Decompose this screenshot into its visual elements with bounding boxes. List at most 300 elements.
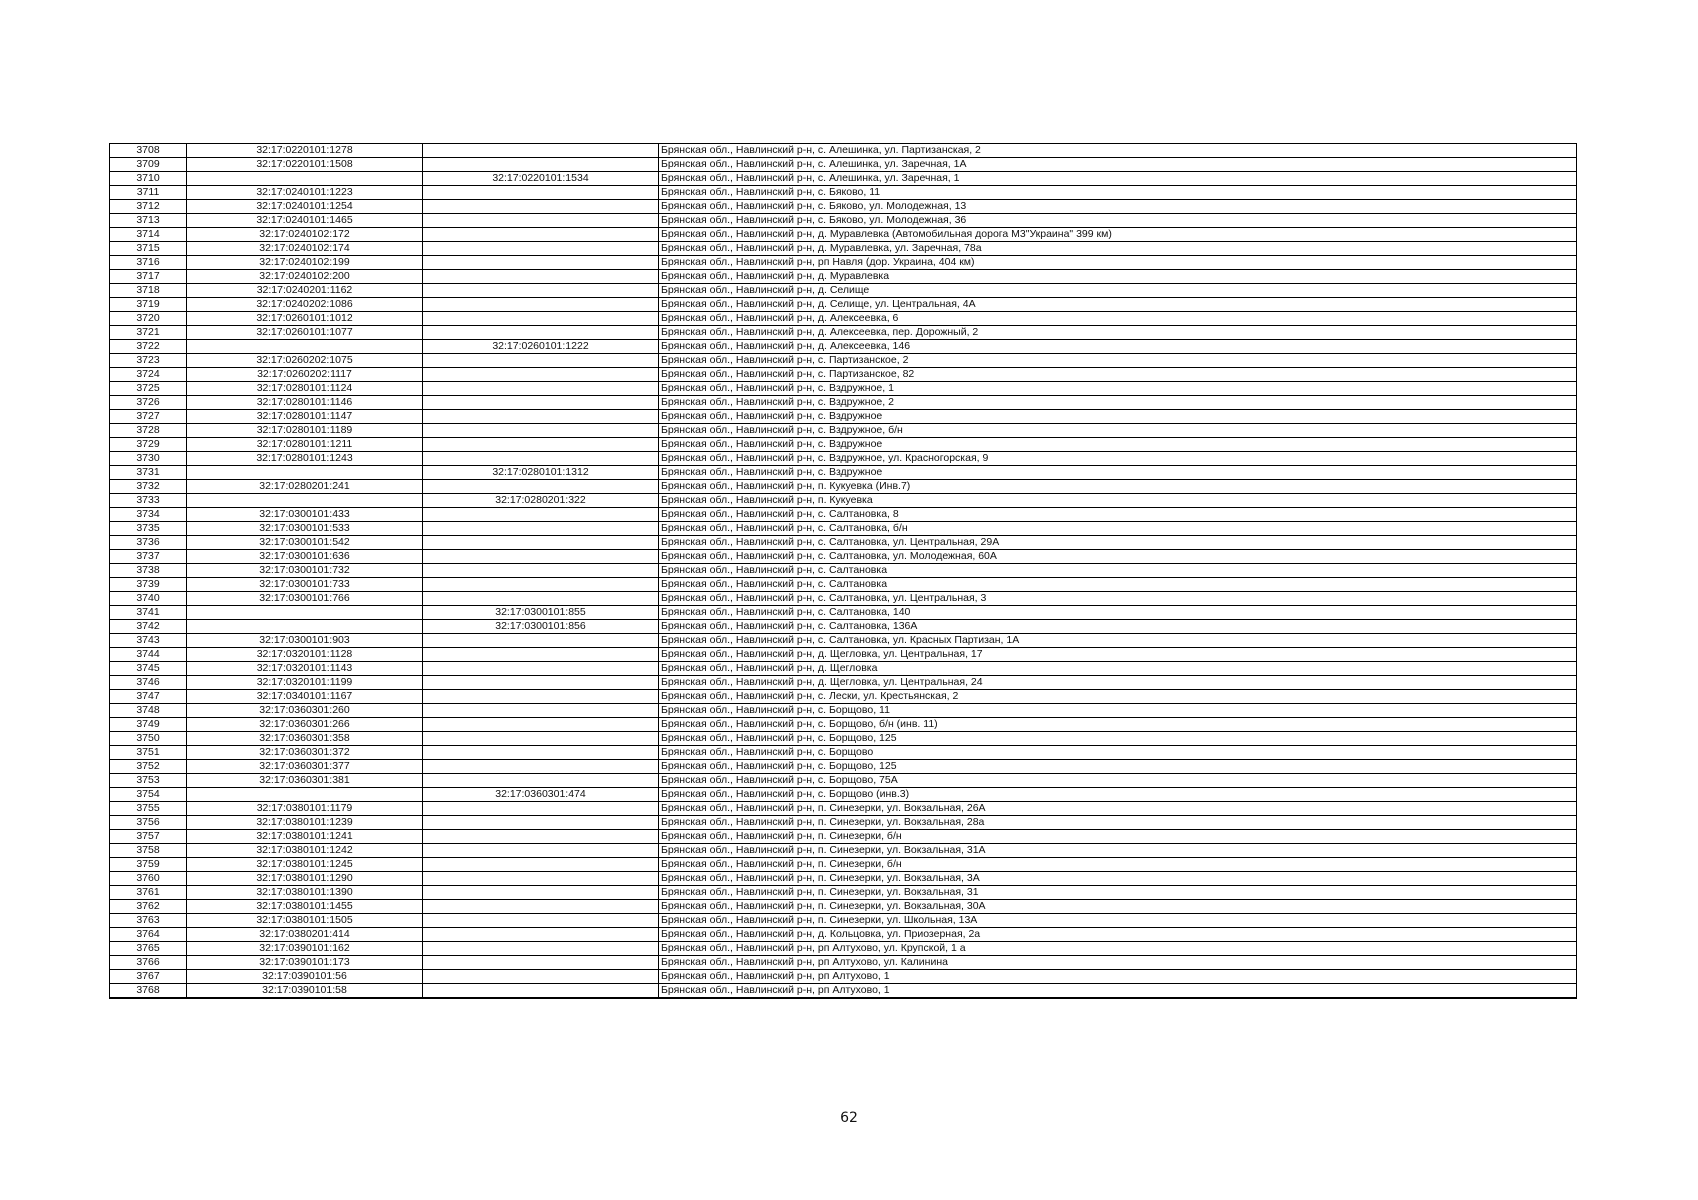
cadastral-number-alt-cell bbox=[423, 802, 659, 816]
table-row bbox=[110, 214, 1577, 228]
row-number-cell: 3715 bbox=[110, 242, 187, 256]
table-row bbox=[110, 396, 1577, 410]
table-row bbox=[110, 956, 1577, 970]
cadastral-number-alt-cell bbox=[423, 368, 659, 382]
address-cell: Брянская обл., Навлинский р-н, с. Салтановка, 136А bbox=[659, 620, 1577, 634]
address-cell: Брянская обл., Навлинский р-н, п. Синезерки, ул. Вокзальная, 3А bbox=[659, 872, 1577, 886]
cadastral-number-cell: 32:17:0380101:1179 bbox=[187, 802, 423, 816]
cadastral-number-alt-cell bbox=[423, 844, 659, 858]
address-cell: Брянская обл., Навлинский р-н, д. Алексеевка, 6 bbox=[659, 312, 1577, 326]
cadastral-number-alt-cell bbox=[423, 662, 659, 676]
cadastral-number-alt-cell bbox=[423, 410, 659, 424]
cadastral-number-cell: 32:17:0280101:1211 bbox=[187, 438, 423, 452]
row-number-cell: 3742 bbox=[110, 620, 187, 634]
row-number-cell: 3726 bbox=[110, 396, 187, 410]
table-row bbox=[110, 844, 1577, 858]
cadastral-number-cell: 32:17:0240102:174 bbox=[187, 242, 423, 256]
cadastral-number-alt-cell bbox=[423, 200, 659, 214]
address-cell: Брянская обл., Навлинский р-н, с. Борщово, 75А bbox=[659, 774, 1577, 788]
row-number-cell: 3713 bbox=[110, 214, 187, 228]
row-number-cell: 3756 bbox=[110, 816, 187, 830]
table-row bbox=[110, 312, 1577, 326]
cadastral-number-alt-cell: 32:17:0280201:322 bbox=[423, 494, 659, 508]
row-number-cell: 3765 bbox=[110, 942, 187, 956]
row-number-cell: 3755 bbox=[110, 802, 187, 816]
table-row bbox=[110, 256, 1577, 270]
cadastral-number-cell: 32:17:0320101:1199 bbox=[187, 676, 423, 690]
table-row bbox=[110, 732, 1577, 746]
address-cell: Брянская обл., Навлинский р-н, д. Селище, ул. Центральная, 4А bbox=[659, 298, 1577, 312]
table-row bbox=[110, 466, 1577, 480]
address-cell: Брянская обл., Навлинский р-н, с. Бяково, ул. Молодежная, 13 bbox=[659, 200, 1577, 214]
table-row bbox=[110, 172, 1577, 186]
row-number-cell: 3730 bbox=[110, 452, 187, 466]
table-row bbox=[110, 438, 1577, 452]
cadastral-number-cell: 32:17:0280201:241 bbox=[187, 480, 423, 494]
table-row bbox=[110, 494, 1577, 508]
row-number-cell: 3768 bbox=[110, 984, 187, 999]
cadastral-number-alt-cell bbox=[423, 270, 659, 284]
table-row bbox=[110, 410, 1577, 424]
row-number-cell: 3741 bbox=[110, 606, 187, 620]
cadastral-number-alt-cell bbox=[423, 242, 659, 256]
cadastral-number-alt-cell bbox=[423, 256, 659, 270]
cadastral-number-cell: 32:17:0280101:1124 bbox=[187, 382, 423, 396]
address-cell: Брянская обл., Навлинский р-н, с. Салтановка bbox=[659, 564, 1577, 578]
cadastral-number-cell: 32:17:0220101:1508 bbox=[187, 158, 423, 172]
cadastral-number-alt-cell bbox=[423, 858, 659, 872]
address-cell: Брянская обл., Навлинский р-н, п. Синезерки, ул. Вокзальная, 30А bbox=[659, 900, 1577, 914]
table-row bbox=[110, 690, 1577, 704]
row-number-cell: 3719 bbox=[110, 298, 187, 312]
row-number-cell: 3737 bbox=[110, 550, 187, 564]
table-row bbox=[110, 158, 1577, 172]
table-row bbox=[110, 606, 1577, 620]
table-row bbox=[110, 760, 1577, 774]
cadastral-number-cell: 32:17:0380201:414 bbox=[187, 928, 423, 942]
table-row bbox=[110, 144, 1577, 158]
cadastral-number-alt-cell bbox=[423, 312, 659, 326]
row-number-cell: 3720 bbox=[110, 312, 187, 326]
address-cell: Брянская обл., Навлинский р-н, п. Синезерки, ул. Вокзальная, 26А bbox=[659, 802, 1577, 816]
table-row bbox=[110, 928, 1577, 942]
cadastral-number-cell: 32:17:0300101:542 bbox=[187, 536, 423, 550]
cadastral-number-cell: 32:17:0380101:1241 bbox=[187, 830, 423, 844]
address-cell: Брянская обл., Навлинский р-н, д. Щегловка, ул. Центральная, 24 bbox=[659, 676, 1577, 690]
table-row bbox=[110, 200, 1577, 214]
address-cell: Брянская обл., Навлинский р-н, с. Вздружное, 2 bbox=[659, 396, 1577, 410]
cadastral-number-alt-cell bbox=[423, 382, 659, 396]
table-row bbox=[110, 914, 1577, 928]
cadastral-number-cell bbox=[187, 340, 423, 354]
cadastral-table bbox=[109, 143, 1577, 999]
cadastral-number-cell: 32:17:0280101:1189 bbox=[187, 424, 423, 438]
address-cell: Брянская обл., Навлинский р-н, с. Вздружное bbox=[659, 410, 1577, 424]
row-number-cell: 3714 bbox=[110, 228, 187, 242]
row-number-cell: 3718 bbox=[110, 284, 187, 298]
table-row bbox=[110, 326, 1577, 340]
table-row bbox=[110, 872, 1577, 886]
row-number-cell: 3722 bbox=[110, 340, 187, 354]
table-row bbox=[110, 662, 1577, 676]
cadastral-number-alt-cell bbox=[423, 928, 659, 942]
address-cell: Брянская обл., Навлинский р-н, с. Борщово bbox=[659, 746, 1577, 760]
address-cell: Брянская обл., Навлинский р-н, с. Вздружное bbox=[659, 438, 1577, 452]
address-cell: Брянская обл., Навлинский р-н, с. Вздружное, ул. Красногорская, 9 bbox=[659, 452, 1577, 466]
cadastral-number-cell: 32:17:0380101:1290 bbox=[187, 872, 423, 886]
cadastral-number-alt-cell bbox=[423, 438, 659, 452]
row-number-cell: 3752 bbox=[110, 760, 187, 774]
address-cell: Брянская обл., Навлинский р-н, с. Борщово, б/н (инв. 11) bbox=[659, 718, 1577, 732]
cadastral-number-alt-cell bbox=[423, 690, 659, 704]
table-row bbox=[110, 816, 1577, 830]
address-cell: Брянская обл., Навлинский р-н, д. Муравлевка, ул. Заречная, 78а bbox=[659, 242, 1577, 256]
row-number-cell: 3761 bbox=[110, 886, 187, 900]
table-row bbox=[110, 802, 1577, 816]
cadastral-number-alt-cell: 32:17:0300101:856 bbox=[423, 620, 659, 634]
cadastral-number-alt-cell bbox=[423, 214, 659, 228]
cadastral-number-alt-cell bbox=[423, 592, 659, 606]
cadastral-number-cell: 32:17:0380101:1390 bbox=[187, 886, 423, 900]
cadastral-number-alt-cell bbox=[423, 914, 659, 928]
row-number-cell: 3710 bbox=[110, 172, 187, 186]
address-cell: Брянская обл., Навлинский р-н, с. Борщово, 11 bbox=[659, 704, 1577, 718]
table-row bbox=[110, 536, 1577, 550]
row-number-cell: 3766 bbox=[110, 956, 187, 970]
cadastral-number-cell: 32:17:0380101:1239 bbox=[187, 816, 423, 830]
address-cell: Брянская обл., Навлинский р-н, с. Вздружное, б/н bbox=[659, 424, 1577, 438]
address-cell: Брянская обл., Навлинский р-н, п. Синезерки, ул. Школьная, 13А bbox=[659, 914, 1577, 928]
cadastral-number-alt-cell bbox=[423, 186, 659, 200]
cadastral-number-alt-cell bbox=[423, 228, 659, 242]
row-number-cell: 3747 bbox=[110, 690, 187, 704]
cadastral-number-cell: 32:17:0340101:1167 bbox=[187, 690, 423, 704]
row-number-cell: 3759 bbox=[110, 858, 187, 872]
cadastral-number-cell: 32:17:0390101:56 bbox=[187, 970, 423, 984]
cadastral-number-alt-cell bbox=[423, 298, 659, 312]
cadastral-number-cell bbox=[187, 494, 423, 508]
cadastral-number-alt-cell bbox=[423, 900, 659, 914]
cadastral-number-cell: 32:17:0320101:1143 bbox=[187, 662, 423, 676]
cadastral-number-alt-cell bbox=[423, 158, 659, 172]
cadastral-number-cell: 32:17:0300101:903 bbox=[187, 634, 423, 648]
table-row bbox=[110, 550, 1577, 564]
cadastral-number-alt-cell bbox=[423, 648, 659, 662]
table-row bbox=[110, 452, 1577, 466]
row-number-cell: 3763 bbox=[110, 914, 187, 928]
cadastral-number-alt-cell bbox=[423, 774, 659, 788]
cadastral-number-alt-cell bbox=[423, 508, 659, 522]
cadastral-number-alt-cell bbox=[423, 746, 659, 760]
cadastral-number-cell: 32:17:0390101:58 bbox=[187, 984, 423, 999]
cadastral-number-alt-cell bbox=[423, 522, 659, 536]
address-cell: Брянская обл., Навлинский р-н, с. Алешинка, ул. Партизанская, 2 bbox=[659, 144, 1577, 158]
cadastral-number-cell: 32:17:0260202:1117 bbox=[187, 368, 423, 382]
address-cell: Брянская обл., Навлинский р-н, д. Кольцовка, ул. Приозерная, 2а bbox=[659, 928, 1577, 942]
address-cell: Брянская обл., Навлинский р-н, с. Алешинка, ул. Заречная, 1А bbox=[659, 158, 1577, 172]
row-number-cell: 3716 bbox=[110, 256, 187, 270]
address-cell: Брянская обл., Навлинский р-н, с. Бяково, 11 bbox=[659, 186, 1577, 200]
row-number-cell: 3758 bbox=[110, 844, 187, 858]
row-number-cell: 3708 bbox=[110, 144, 187, 158]
address-cell: Брянская обл., Навлинский р-н, с. Борщово, 125 bbox=[659, 760, 1577, 774]
cadastral-number-alt-cell bbox=[423, 536, 659, 550]
table-row bbox=[110, 676, 1577, 690]
cadastral-number-cell: 32:17:0360301:381 bbox=[187, 774, 423, 788]
cadastral-number-alt-cell bbox=[423, 942, 659, 956]
row-number-cell: 3728 bbox=[110, 424, 187, 438]
address-cell: Брянская обл., Навлинский р-н, п. Кукуевка (Инв.7) bbox=[659, 480, 1577, 494]
address-cell: Брянская обл., Навлинский р-н, с. Лески, ул. Крестьянская, 2 bbox=[659, 690, 1577, 704]
table-row bbox=[110, 242, 1577, 256]
address-cell: Брянская обл., Навлинский р-н, д. Селище bbox=[659, 284, 1577, 298]
table-row bbox=[110, 354, 1577, 368]
table-row bbox=[110, 592, 1577, 606]
row-number-cell: 3743 bbox=[110, 634, 187, 648]
table-row bbox=[110, 746, 1577, 760]
cadastral-number-alt-cell bbox=[423, 732, 659, 746]
cadastral-number-cell: 32:17:0240102:200 bbox=[187, 270, 423, 284]
cadastral-number-cell: 32:17:0390101:173 bbox=[187, 956, 423, 970]
row-number-cell: 3729 bbox=[110, 438, 187, 452]
cadastral-number-cell: 32:17:0380101:1242 bbox=[187, 844, 423, 858]
table-row bbox=[110, 620, 1577, 634]
cadastral-number-alt-cell bbox=[423, 718, 659, 732]
row-number-cell: 3731 bbox=[110, 466, 187, 480]
row-number-cell: 3748 bbox=[110, 704, 187, 718]
table-row bbox=[110, 970, 1577, 984]
cadastral-number-cell: 32:17:0300101:733 bbox=[187, 578, 423, 592]
address-cell: Брянская обл., Навлинский р-н, д. Щегловка, ул. Центральная, 17 bbox=[659, 648, 1577, 662]
table-row bbox=[110, 270, 1577, 284]
address-cell: Брянская обл., Навлинский р-н, рп Алтухово, 1 bbox=[659, 984, 1577, 999]
row-number-cell: 3744 bbox=[110, 648, 187, 662]
cadastral-number-alt-cell bbox=[423, 284, 659, 298]
cadastral-number-cell bbox=[187, 788, 423, 802]
cadastral-number-alt-cell bbox=[423, 144, 659, 158]
address-cell: Брянская обл., Навлинский р-н, д. Муравлевка bbox=[659, 270, 1577, 284]
row-number-cell: 3724 bbox=[110, 368, 187, 382]
table-row bbox=[110, 522, 1577, 536]
row-number-cell: 3751 bbox=[110, 746, 187, 760]
cadastral-number-cell: 32:17:0240102:199 bbox=[187, 256, 423, 270]
cadastral-number-cell: 32:17:0260101:1012 bbox=[187, 312, 423, 326]
row-number-cell: 3735 bbox=[110, 522, 187, 536]
table-row bbox=[110, 984, 1577, 999]
cadastral-number-cell: 32:17:0260202:1075 bbox=[187, 354, 423, 368]
table-row bbox=[110, 900, 1577, 914]
cadastral-number-cell: 32:17:0320101:1128 bbox=[187, 648, 423, 662]
table-row bbox=[110, 578, 1577, 592]
cadastral-number-alt-cell bbox=[423, 550, 659, 564]
address-cell: Брянская обл., Навлинский р-н, п. Синезерки, ул. Вокзальная, 28а bbox=[659, 816, 1577, 830]
cadastral-number-alt-cell bbox=[423, 396, 659, 410]
cadastral-number-cell: 32:17:0390101:162 bbox=[187, 942, 423, 956]
row-number-cell: 3738 bbox=[110, 564, 187, 578]
row-number-cell: 3753 bbox=[110, 774, 187, 788]
address-cell: Брянская обл., Навлинский р-н, рп Навля (дор. Украина, 404 км) bbox=[659, 256, 1577, 270]
table-row bbox=[110, 718, 1577, 732]
address-cell: Брянская обл., Навлинский р-н, с. Салтановка, ул. Центральная, 3 bbox=[659, 592, 1577, 606]
cadastral-number-alt-cell bbox=[423, 452, 659, 466]
cadastral-number-cell: 32:17:0300101:433 bbox=[187, 508, 423, 522]
address-cell: Брянская обл., Навлинский р-н, рп Алтухово, 1 bbox=[659, 970, 1577, 984]
cadastral-number-cell: 32:17:0240201:1162 bbox=[187, 284, 423, 298]
cadastral-number-cell: 32:17:0240102:172 bbox=[187, 228, 423, 242]
cadastral-number-alt-cell bbox=[423, 480, 659, 494]
row-number-cell: 3764 bbox=[110, 928, 187, 942]
cadastral-number-cell: 32:17:0240202:1086 bbox=[187, 298, 423, 312]
row-number-cell: 3733 bbox=[110, 494, 187, 508]
row-number-cell: 3712 bbox=[110, 200, 187, 214]
cadastral-number-alt-cell: 32:17:0220101:1534 bbox=[423, 172, 659, 186]
cadastral-number-cell: 32:17:0360301:358 bbox=[187, 732, 423, 746]
cadastral-number-cell: 32:17:0360301:266 bbox=[187, 718, 423, 732]
cadastral-number-cell: 32:17:0300101:533 bbox=[187, 522, 423, 536]
row-number-cell: 3736 bbox=[110, 536, 187, 550]
row-number-cell: 3734 bbox=[110, 508, 187, 522]
cadastral-number-cell: 32:17:0300101:766 bbox=[187, 592, 423, 606]
row-number-cell: 3739 bbox=[110, 578, 187, 592]
table-row bbox=[110, 634, 1577, 648]
address-cell: Брянская обл., Навлинский р-н, рп Алтухово, ул. Крупской, 1 а bbox=[659, 942, 1577, 956]
page-number: 62 bbox=[840, 1110, 858, 1126]
cadastral-number-cell: 32:17:0280101:1146 bbox=[187, 396, 423, 410]
cadastral-number-cell: 32:17:0260101:1077 bbox=[187, 326, 423, 340]
cadastral-number-cell bbox=[187, 606, 423, 620]
address-cell: Брянская обл., Навлинский р-н, рп Алтухово, ул. Калинина bbox=[659, 956, 1577, 970]
row-number-cell: 3754 bbox=[110, 788, 187, 802]
cadastral-number-alt-cell bbox=[423, 578, 659, 592]
cadastral-number-alt-cell: 32:17:0300101:855 bbox=[423, 606, 659, 620]
table-row bbox=[110, 424, 1577, 438]
table-row bbox=[110, 858, 1577, 872]
table-body bbox=[110, 144, 1577, 999]
row-number-cell: 3723 bbox=[110, 354, 187, 368]
address-cell: Брянская обл., Навлинский р-н, с. Бяково, ул. Молодежная, 36 bbox=[659, 214, 1577, 228]
table-row bbox=[110, 368, 1577, 382]
table-row bbox=[110, 886, 1577, 900]
cadastral-number-cell: 32:17:0240101:1223 bbox=[187, 186, 423, 200]
address-cell: Брянская обл., Навлинский р-н, с. Салтановка, 140 bbox=[659, 606, 1577, 620]
table-row bbox=[110, 942, 1577, 956]
address-cell: Брянская обл., Навлинский р-н, п. Синезерки, ул. Вокзальная, 31 bbox=[659, 886, 1577, 900]
cadastral-number-alt-cell bbox=[423, 354, 659, 368]
cadastral-number-cell: 32:17:0240101:1254 bbox=[187, 200, 423, 214]
cadastral-number-cell: 32:17:0360301:377 bbox=[187, 760, 423, 774]
table-row bbox=[110, 480, 1577, 494]
row-number-cell: 3740 bbox=[110, 592, 187, 606]
cadastral-number-cell: 32:17:0380101:1455 bbox=[187, 900, 423, 914]
cadastral-number-alt-cell bbox=[423, 830, 659, 844]
address-cell: Брянская обл., Навлинский р-н, с. Борщово (инв.3) bbox=[659, 788, 1577, 802]
cadastral-number-alt-cell bbox=[423, 970, 659, 984]
row-number-cell: 3760 bbox=[110, 872, 187, 886]
address-cell: Брянская обл., Навлинский р-н, п. Синезерки, б/н bbox=[659, 830, 1577, 844]
table-row bbox=[110, 382, 1577, 396]
cadastral-number-alt-cell bbox=[423, 760, 659, 774]
table-row bbox=[110, 564, 1577, 578]
row-number-cell: 3732 bbox=[110, 480, 187, 494]
cadastral-number-alt-cell: 32:17:0360301:474 bbox=[423, 788, 659, 802]
table-row bbox=[110, 704, 1577, 718]
cadastral-number-cell: 32:17:0380101:1505 bbox=[187, 914, 423, 928]
table-row bbox=[110, 298, 1577, 312]
address-cell: Брянская обл., Навлинский р-н, с. Салтановка, ул. Центральная, 29А bbox=[659, 536, 1577, 550]
row-number-cell: 3717 bbox=[110, 270, 187, 284]
address-cell: Брянская обл., Навлинский р-н, д. Щегловка bbox=[659, 662, 1577, 676]
row-number-cell: 3762 bbox=[110, 900, 187, 914]
row-number-cell: 3721 bbox=[110, 326, 187, 340]
address-cell: Брянская обл., Навлинский р-н, с. Партизанское, 2 bbox=[659, 354, 1577, 368]
cadastral-number-alt-cell bbox=[423, 564, 659, 578]
address-cell: Брянская обл., Навлинский р-н, с. Партизанское, 82 bbox=[659, 368, 1577, 382]
cadastral-number-cell: 32:17:0360301:372 bbox=[187, 746, 423, 760]
table-row bbox=[110, 228, 1577, 242]
cadastral-number-alt-cell bbox=[423, 634, 659, 648]
address-cell: Брянская обл., Навлинский р-н, п. Кукуевка bbox=[659, 494, 1577, 508]
cadastral-number-alt-cell bbox=[423, 704, 659, 718]
cadastral-number-alt-cell: 32:17:0280101:1312 bbox=[423, 466, 659, 480]
cadastral-number-cell: 32:17:0300101:636 bbox=[187, 550, 423, 564]
address-cell: Брянская обл., Навлинский р-н, д. Алексеевка, пер. Дорожный, 2 bbox=[659, 326, 1577, 340]
cadastral-number-alt-cell bbox=[423, 984, 659, 999]
cadastral-number-cell: 32:17:0380101:1245 bbox=[187, 858, 423, 872]
cadastral-number-alt-cell bbox=[423, 956, 659, 970]
table-row bbox=[110, 508, 1577, 522]
cadastral-number-cell: 32:17:0360301:260 bbox=[187, 704, 423, 718]
address-cell: Брянская обл., Навлинский р-н, с. Салтановка, ул. Молодежная, 60А bbox=[659, 550, 1577, 564]
table-row bbox=[110, 186, 1577, 200]
cadastral-number-cell bbox=[187, 620, 423, 634]
address-cell: Брянская обл., Навлинский р-н, с. Салтановка, б/н bbox=[659, 522, 1577, 536]
address-cell: Брянская обл., Навлинский р-н, с. Алешинка, ул. Заречная, 1 bbox=[659, 172, 1577, 186]
address-cell: Брянская обл., Навлинский р-н, с. Салтановка, 8 bbox=[659, 508, 1577, 522]
address-cell: Брянская обл., Навлинский р-н, с. Борщово, 125 bbox=[659, 732, 1577, 746]
cadastral-number-alt-cell bbox=[423, 816, 659, 830]
cadastral-number-cell: 32:17:0300101:732 bbox=[187, 564, 423, 578]
cadastral-number-alt-cell bbox=[423, 886, 659, 900]
table-row bbox=[110, 830, 1577, 844]
table-row bbox=[110, 774, 1577, 788]
cadastral-number-cell: 32:17:0280101:1147 bbox=[187, 410, 423, 424]
row-number-cell: 3767 bbox=[110, 970, 187, 984]
cadastral-number-cell: 32:17:0240101:1465 bbox=[187, 214, 423, 228]
table-row bbox=[110, 648, 1577, 662]
row-number-cell: 3746 bbox=[110, 676, 187, 690]
cadastral-number-cell: 32:17:0220101:1278 bbox=[187, 144, 423, 158]
row-number-cell: 3749 bbox=[110, 718, 187, 732]
address-cell: Брянская обл., Навлинский р-н, с. Салтановка bbox=[659, 578, 1577, 592]
table-row bbox=[110, 340, 1577, 354]
address-cell: Брянская обл., Навлинский р-н, д. Муравлевка (Автомобильная дорога М3"Украина" 399 км) bbox=[659, 228, 1577, 242]
row-number-cell: 3725 bbox=[110, 382, 187, 396]
address-cell: Брянская обл., Навлинский р-н, п. Синезерки, ул. Вокзальная, 31А bbox=[659, 844, 1577, 858]
table-row bbox=[110, 788, 1577, 802]
address-cell: Брянская обл., Навлинский р-н, п. Синезерки, б/н bbox=[659, 858, 1577, 872]
cadastral-number-alt-cell: 32:17:0260101:1222 bbox=[423, 340, 659, 354]
row-number-cell: 3727 bbox=[110, 410, 187, 424]
row-number-cell: 3709 bbox=[110, 158, 187, 172]
cadastral-number-alt-cell bbox=[423, 424, 659, 438]
row-number-cell: 3750 bbox=[110, 732, 187, 746]
table-row bbox=[110, 284, 1577, 298]
address-cell: Брянская обл., Навлинский р-н, д. Алексеевка, 146 bbox=[659, 340, 1577, 354]
address-cell: Брянская обл., Навлинский р-н, с. Салтановка, ул. Красных Партизан, 1А bbox=[659, 634, 1577, 648]
address-cell: Брянская обл., Навлинский р-н, с. Вздружное bbox=[659, 466, 1577, 480]
address-cell: Брянская обл., Навлинский р-н, с. Вздружное, 1 bbox=[659, 382, 1577, 396]
cadastral-number-alt-cell bbox=[423, 326, 659, 340]
